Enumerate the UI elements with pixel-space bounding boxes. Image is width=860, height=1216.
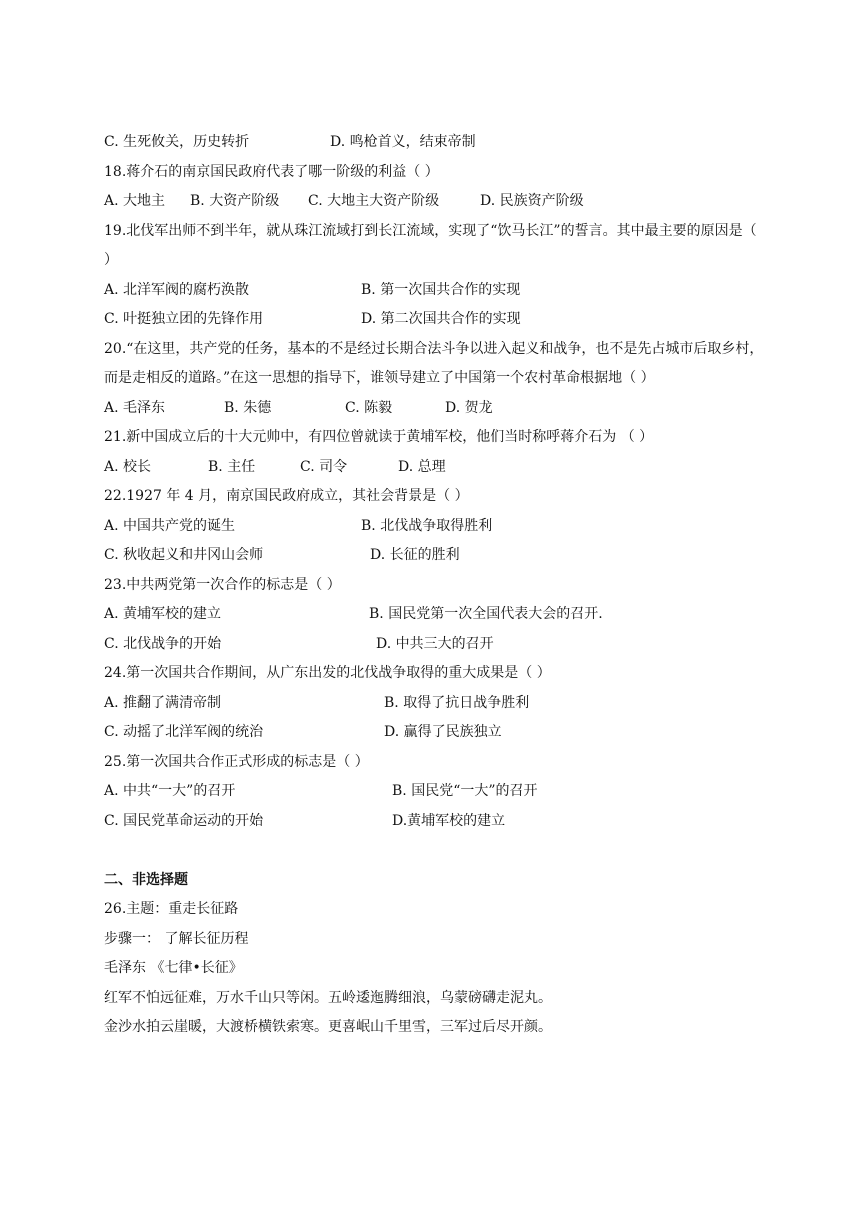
- q20-option-d: D. 贺龙: [445, 399, 493, 416]
- q19-option-c: C. 叶挺独立团的先锋作用: [104, 311, 264, 327]
- q19-option-b: B. 第一次国共合作的实现: [361, 281, 521, 298]
- q25-options-ab: [104, 777, 764, 807]
- q23-options-cd: [104, 630, 764, 660]
- q24-option-b: B. 取得了抗日战争胜利: [384, 694, 530, 711]
- q22-option-c: C. 秋收起义和井冈山会师: [104, 547, 264, 563]
- q22-option-a: A. 中国共产党的诞生: [104, 517, 236, 534]
- q25-option-a: A. 中共“一大”的召开: [104, 783, 236, 799]
- poem-title: 毛泽东 《七律•长征》: [104, 960, 243, 976]
- poem-line-1: 红军不怕远征难，万水千山只等闲。五岭逶迤腾细浪，乌蒙磅礴走泥丸。: [104, 989, 552, 1006]
- q25-option-c: C. 国民党革命运动的开始: [104, 812, 264, 829]
- q25-option-b: B. 国民党“一大”的召开: [392, 783, 538, 799]
- q17-option-c: C. 生死攸关，历史转折: [104, 134, 250, 150]
- q23-option-c: C. 北伐战争的开始: [104, 635, 222, 652]
- q22-option-d: D. 长征的胜利: [370, 547, 460, 563]
- q24-options-ab: [104, 689, 764, 719]
- q17-options-cd: [104, 128, 764, 158]
- q23-stem: 23.中共两党第一次合作的标志是（ ）: [104, 576, 341, 593]
- q24-option-d: D. 赢得了民族独立: [384, 724, 502, 740]
- q20-options: [104, 394, 764, 424]
- q25-stem: 25.第一次国共合作正式形成的标志是（ ）: [104, 753, 369, 770]
- section-spacer: [104, 836, 764, 866]
- q18-option-d: D. 民族资产阶级: [480, 193, 584, 209]
- q21-options: [104, 453, 764, 483]
- q21-stem: 21.新中国成立后的十大元帅中，有四位曾就读于黄埔军校，他们当时称呼蒋介石为 （ ）: [104, 429, 654, 445]
- q22-option-b: B. 北伐战争取得胜利: [361, 517, 493, 534]
- q24-stem: 24.第一次国共合作期间，从广东出发的北伐战争取得的重大成果是（ ）: [104, 665, 551, 681]
- q19-options-cd: [104, 305, 764, 335]
- q21-option-c: C. 司令: [300, 458, 348, 475]
- q25-option-d: D.黄埔军校的建立: [392, 812, 506, 829]
- q24-option-a: A. 推翻了满清帝制: [104, 694, 222, 711]
- q24-options-cd: [104, 718, 764, 748]
- q18-options: [104, 187, 764, 217]
- q24-option-c: C. 动摇了北洋军阀的统治: [104, 724, 264, 740]
- q26-step-1: 步骤一： 了解长征历程: [104, 930, 249, 947]
- q26-topic: 26.主题：重走长征路: [104, 901, 239, 917]
- q25-options-cd: [104, 807, 764, 837]
- q19-stem: 19.北伐军出师不到半年，就从珠江流域打到长江流域，实现了“饮马长江”的誓言。其中最主要的原因是（ ）: [104, 222, 757, 268]
- q18-option-a: A. 大地主: [104, 193, 166, 209]
- q23-option-b: B. 国民党第一次全国代表大会的召开.: [369, 606, 603, 622]
- q23-options-ab: [104, 600, 764, 630]
- section-2-title: 二、非选择题: [104, 871, 188, 888]
- q18-option-b: B. 大资产阶级: [190, 193, 280, 209]
- exam-page: [104, 128, 764, 1043]
- q20-option-c: C. 陈毅: [345, 399, 393, 416]
- q19-option-d: D. 第二次国共合作的实现: [361, 311, 521, 327]
- q20-option-a: A. 毛泽东: [104, 399, 166, 416]
- q19-options-ab: [104, 276, 764, 306]
- q22-options-cd: [104, 541, 764, 571]
- q18-stem: 18.蒋介石的南京国民政府代表了哪一阶级的利益（ ）: [104, 163, 439, 180]
- q22-options-ab: [104, 512, 764, 542]
- q22-stem: 22.1927 年 4 月，南京国民政府成立，其社会背景是（ ）: [104, 488, 469, 504]
- q19-option-a: A. 北洋军阀的腐朽涣散: [104, 281, 250, 298]
- q17-option-d: D. 鸣枪首义，结束帝制: [330, 134, 476, 150]
- q18-option-c: C. 大地主大资产阶级: [308, 193, 440, 209]
- q23-option-a: A. 黄埔军校的建立: [104, 606, 222, 622]
- q23-option-d: D. 中共三大的召开: [376, 635, 494, 652]
- q21-option-d: D. 总理: [398, 458, 446, 475]
- q20-option-b: B. 朱德: [224, 399, 272, 416]
- q21-option-a: A. 校长: [104, 458, 152, 475]
- poem-line-2: 金沙水拍云崖暖，大渡桥横铁索寒。更喜岷山千里雪，三军过后尽开颜。: [104, 1019, 552, 1035]
- q20-stem: 20.“在这里，共产党的任务，基本的不是经过长期合法斗争以进入起义和战争，也不是先占城市后取乡村，而是走相反的道路。”在这一思想的指导下，谁领导建立了中国第一个农村革命根据地（ ）: [104, 340, 764, 386]
- q21-option-b: B. 主任: [208, 458, 256, 475]
